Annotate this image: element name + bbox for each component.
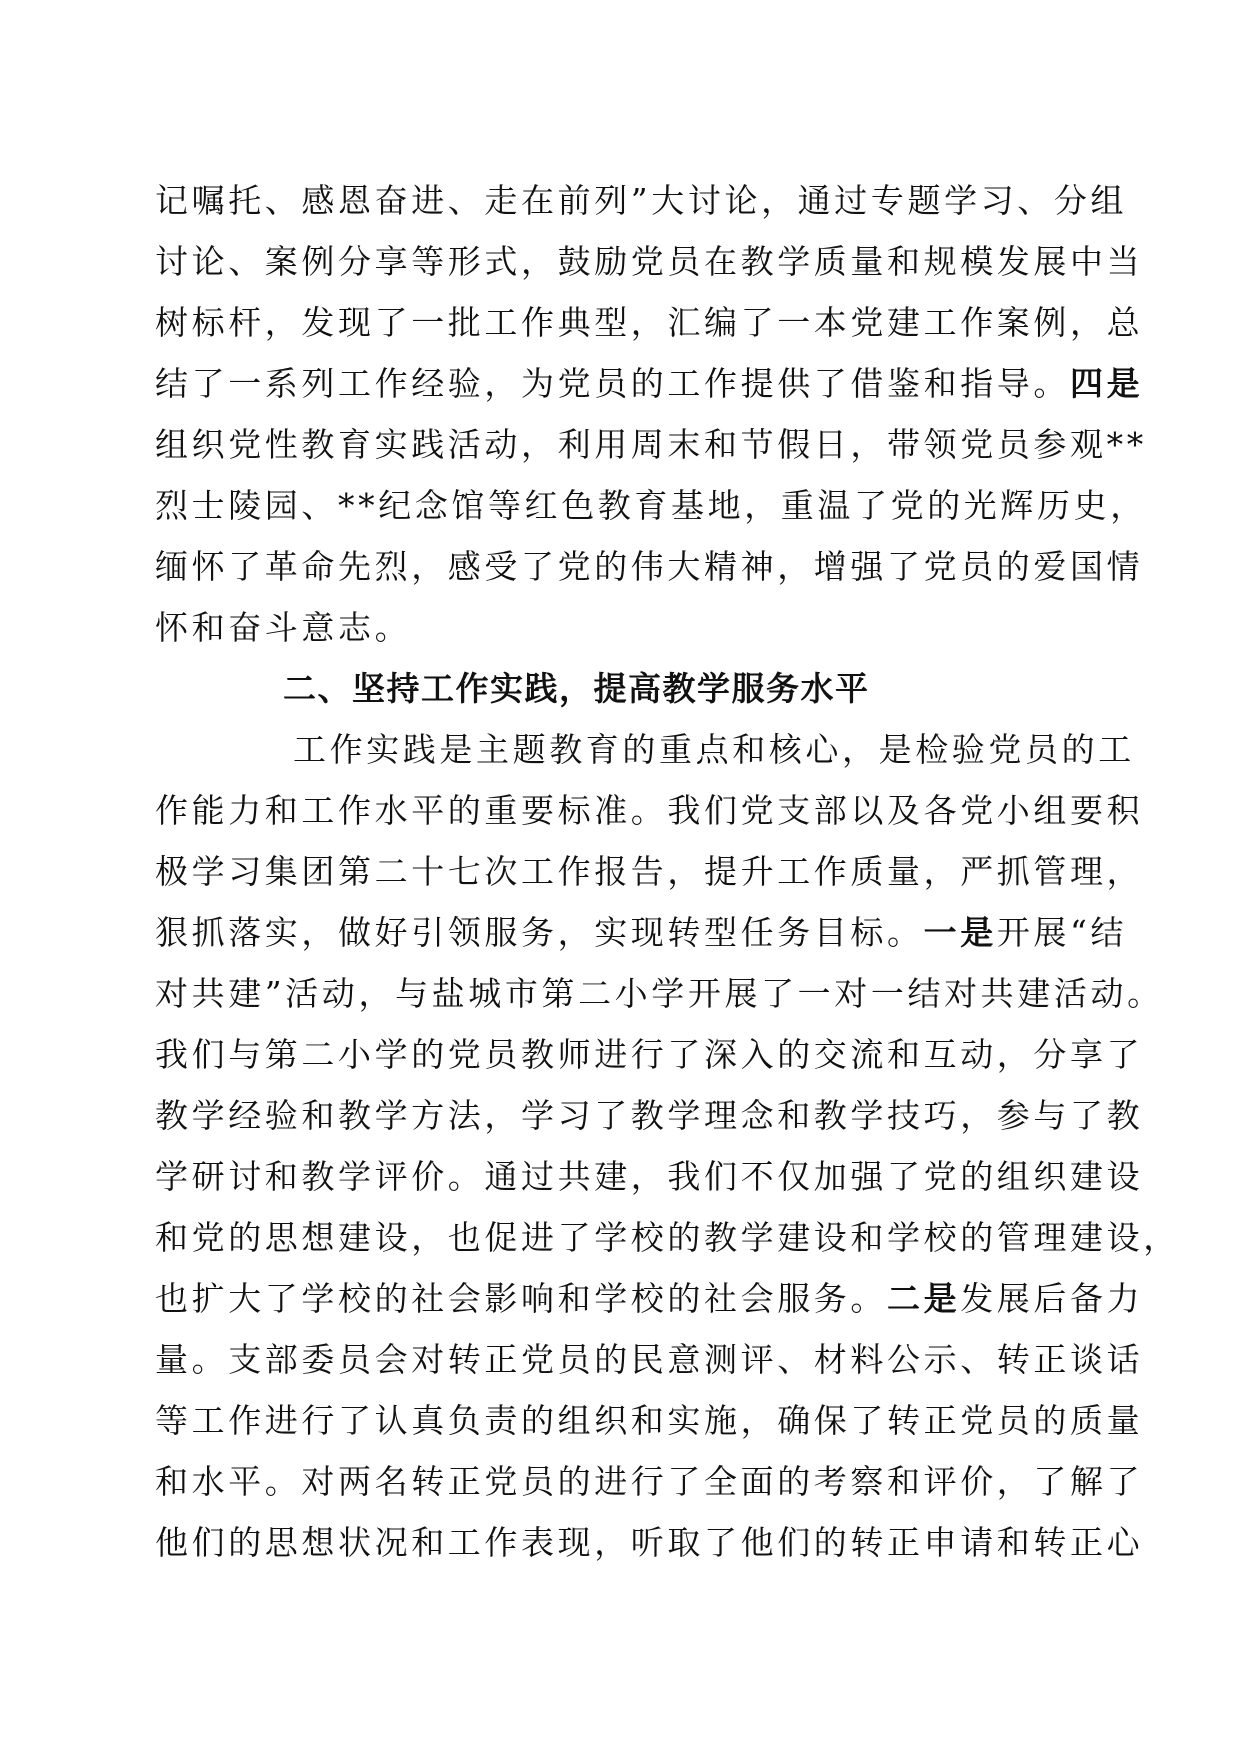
text-line: 缅怀了革命先烈，感受了党的伟大精神，增强了党员的爱国情 [155, 547, 1144, 586]
section-heading: 二、坚持工作实践，提高教学服务水平 [283, 669, 870, 708]
text-line: 烈士陵园、**纪念馆等红色教育基地，重温了党的光辉历史， [155, 486, 1147, 525]
text-line: 对共建”活动，与盐城市第二小学开展了一对一结对共建活动。 [155, 974, 1164, 1013]
text-run: 也扩大了学校的社会影响和学校的社会服务。 [155, 1279, 887, 1318]
bold-marker: 二是 [887, 1279, 961, 1318]
text-run: 狠抓落实，做好引领服务，实现转型任务目标。 [155, 913, 924, 952]
text-line: 学研讨和教学评价。通过共建，我们不仅加强了党的组织建设 [155, 1157, 1144, 1196]
text-line [155, 1268, 1144, 1329]
bold-marker: 四是 [1070, 364, 1144, 403]
text-line: 和水平。对两名转正党员的进行了全面的考察和评价，了解了 [155, 1462, 1144, 1501]
text-line: 我们与第二小学的党员教师进行了深入的交流和互动，分享了 [155, 1035, 1144, 1074]
text-line [155, 353, 1144, 414]
text-line: 怀和奋斗意志。 [155, 608, 412, 647]
paragraph-first-line: 工作实践是主题教育的重点和核心，是检验党员的工 [293, 730, 1135, 769]
text-run: 开展“结 [996, 913, 1128, 952]
document-body [155, 170, 1180, 1573]
text-line: 量。支部委员会对转正党员的民意测评、材料公示、转正谈话 [155, 1340, 1144, 1379]
text-line: 等工作进行了认真负责的组织和实施，确保了转正党员的质量 [155, 1401, 1144, 1440]
text-line: 记嘱托、感恩奋进、走在前列”大讨论，通过专题学习、分组 [155, 181, 1128, 220]
bold-marker: 一是 [923, 913, 997, 952]
text-line: 树标杆，发现了一批工作典型，汇编了一本党建工作案例，总 [155, 303, 1144, 342]
text-line: 和党的思想建设，也促进了学校的教学建设和学校的管理建设， [155, 1218, 1180, 1257]
text-line: 他们的思想状况和工作表现，听取了他们的转正申请和转正心 [155, 1523, 1144, 1562]
text-line: 作能力和工作水平的重要标准。我们党支部以及各党小组要积 [155, 791, 1144, 830]
text-line [155, 902, 1128, 963]
text-line: 极学习集团第二十七次工作报告，提升工作质量，严抓管理， [155, 852, 1144, 891]
text-run: 发展后备力 [960, 1279, 1144, 1318]
text-line: 组织党性教育实践活动，利用周末和节假日，带领党员参观** [155, 425, 1147, 464]
text-line: 讨论、案例分享等形式，鼓励党员在教学质量和规模发展中当 [155, 242, 1144, 281]
text-line: 教学经验和教学方法，学习了教学理念和教学技巧，参与了教 [155, 1096, 1144, 1135]
text-run: 结了一系列工作经验，为党员的工作提供了借鉴和指导。 [155, 364, 1070, 403]
